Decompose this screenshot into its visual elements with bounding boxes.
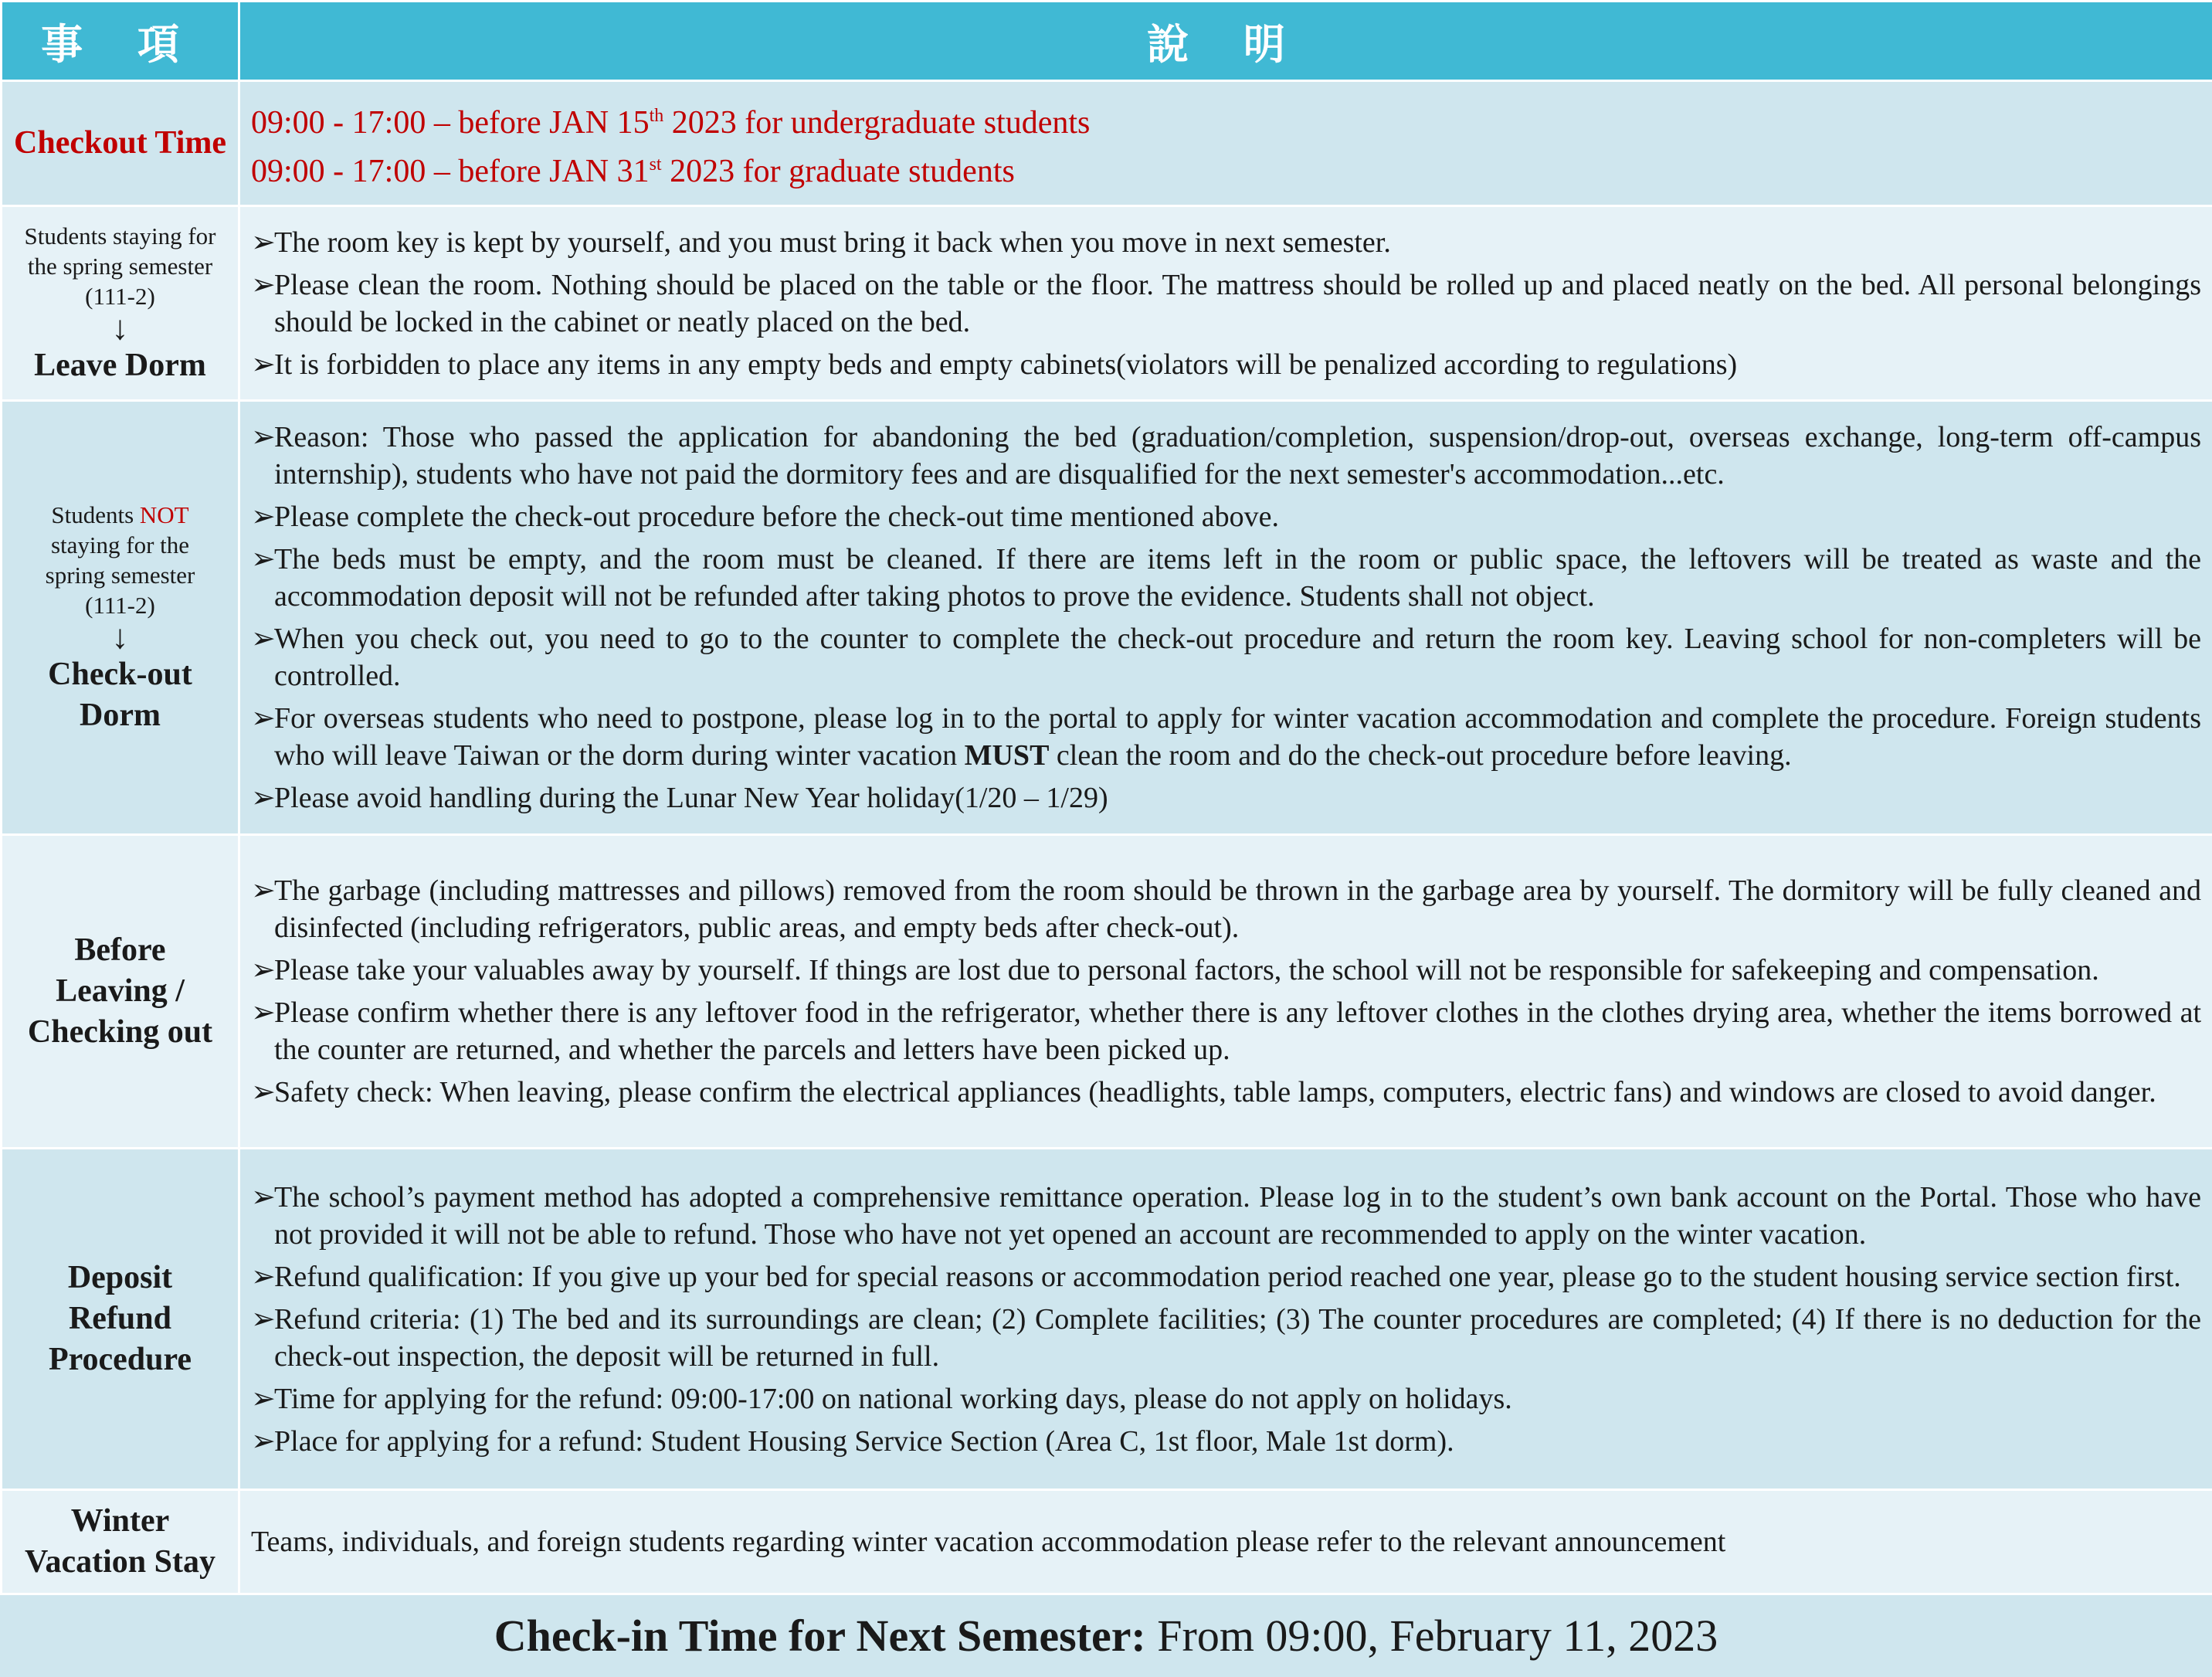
- bullet-arrow-icon: ➢: [251, 501, 276, 533]
- deposit-refund-content: [239, 1149, 2212, 1490]
- label-leave-dorm: [2, 206, 239, 401]
- label-winter-vacation: Winter Vacation Stay: [2, 1490, 239, 1594]
- leave-dorm-content: [239, 206, 2212, 401]
- row-before-leaving: [2, 835, 2212, 1149]
- bullet-arrow-icon: ➢: [251, 1424, 276, 1458]
- list-item: ➢ It is forbidden to place any items in any empty beds and empty cabinets(violators will be penalized according to regulations): [251, 346, 2201, 383]
- bullet-arrow-icon: ➢: [251, 1180, 276, 1214]
- checkin-time: From 09:00, February 11, 2023: [1145, 1611, 1718, 1661]
- list-item: ➢ Time for applying for the refund: 09:00-17:00 on national working days, please do not apply on holidays.: [251, 1380, 2201, 1417]
- list-item: ➢ Please clean the room. Nothing should be placed on the table or the floor. The mattress should be rolled up and placed neatly on the bed. All personal belongings should be locked in the cabinet or neatly placed on the bed.: [251, 266, 2201, 341]
- bullet-arrow-icon: ➢: [251, 702, 276, 735]
- label-before-leaving: Before Leaving / Checking out: [2, 835, 239, 1149]
- bullet-arrow-icon: ➢: [251, 348, 276, 381]
- checkout-line-undergraduate: 09:00 - 17:00 – before JAN 15th 2023 for undergraduate students: [251, 104, 1091, 141]
- list-item: ➢ The beds must be empty, and the room must be cleaned. If there are items left in the room or public space, the leftovers will be treated as waste and the accommodation deposit will not be refunded after taking photos to prove the evidence. Students shall not object.: [251, 541, 2201, 615]
- bullet-arrow-icon: ➢: [251, 782, 276, 814]
- checkout-dorm-content: [239, 401, 2212, 835]
- row-deposit-refund: [2, 1149, 2212, 1490]
- list-item: ➢ The school’s payment method has adopted a comprehensive remittance operation. Please log in to the student’s own bank account on the Portal. Those who have not provided it will not be able to refund. Those who have not yet opened an account are recommended to apply on the winter vacation.: [251, 1179, 2201, 1253]
- checkout-sub3: spring semester: [45, 561, 195, 589]
- checkout-sub1: Students NOT: [51, 501, 189, 528]
- row-leave-dorm: [2, 206, 2212, 401]
- checkout-dorm-title-1: Check-out: [48, 656, 192, 692]
- checkin-label: Check-in Time for Next Semester:: [494, 1611, 1146, 1661]
- list-item: ➢ Refund criteria: (1) The bed and its surroundings are clean; (2) Complete facilities; (3) The counter procedures are completed; (4) If there is no deduction for the check-out inspection, the deposit will be returned in full.: [251, 1301, 2201, 1375]
- bullet-arrow-icon: ➢: [251, 954, 276, 986]
- table-header-row: [2, 2, 2212, 81]
- row-checkout-dorm: [2, 401, 2212, 835]
- bullet-arrow-icon: ➢: [251, 1260, 276, 1293]
- bullet-arrow-icon: ➢: [251, 1302, 276, 1336]
- bullet-arrow-icon: ➢: [251, 996, 276, 1029]
- bullet-arrow-icon: ➢: [251, 1382, 276, 1415]
- list-item: ➢ Place for applying for a refund: Student Housing Service Section (Area C, 1st floor, Male 1st dorm).: [251, 1423, 2201, 1460]
- list-item: ➢ Please take your valuables away by yourself. If things are lost due to personal factors, the school will not be responsible for safekeeping and compensation.: [251, 952, 2201, 989]
- label-deposit-refund: Deposit Refund Procedure: [2, 1149, 239, 1490]
- list-item: ➢ Please complete the check-out procedure before the check-out time mentioned above.: [251, 498, 2201, 535]
- down-arrow-icon: ↓: [111, 617, 129, 656]
- bullet-arrow-icon: ➢: [251, 874, 276, 907]
- row-checkout-time: [2, 81, 2212, 206]
- leave-sub3: (111-2): [85, 282, 155, 310]
- down-arrow-icon: ↓: [111, 308, 129, 347]
- label-checkout-dorm: [2, 401, 239, 835]
- checkout-sub2: staying for the: [50, 531, 190, 558]
- leave-sub1: Students staying for: [24, 222, 216, 250]
- winter-vacation-content: Teams, individuals, and foreign students regarding winter vacation accommodation please refer to the relevant announcement: [239, 1490, 2212, 1594]
- label-checkout-time: Checkout Time: [2, 81, 239, 206]
- bullet-arrow-icon: ➢: [251, 226, 276, 259]
- bullet-arrow-icon: ➢: [251, 623, 276, 655]
- checkout-dorm-title-2: Dorm: [80, 697, 161, 733]
- before-leaving-content: [239, 835, 2212, 1149]
- next-semester-checkin-banner: [0, 1595, 2212, 1677]
- list-item: ➢ For overseas students who need to postpone, please log in to the portal to apply for winter vacation accommodation and complete the procedure. Foreign students who will leave Taiwan or the dorm during winter vacation MUST clean the room and do the check-out procedure before leaving.: [251, 700, 2201, 774]
- leave-sub2: the spring semester: [27, 252, 213, 280]
- bullet-arrow-icon: ➢: [251, 268, 276, 301]
- bullet-arrow-icon: ➢: [251, 1076, 276, 1108]
- list-item: ➢ Please avoid handling during the Lunar New Year holiday(1/20 – 1/29): [251, 779, 2201, 816]
- list-item: ➢ Safety check: When leaving, please confirm the electrical appliances (headlights, table lamps, computers, electric fans) and windows are closed to avoid danger.: [251, 1074, 2201, 1111]
- header-item: 事 項: [2, 2, 239, 81]
- row-winter-vacation: [2, 1490, 2212, 1594]
- checkout-line-graduate: 09:00 - 17:00 – before JAN 31st 2023 for graduate students: [251, 153, 1015, 189]
- list-item: ➢ The garbage (including mattresses and pillows) removed from the room should be thrown in the garbage area by yourself. The dormitory will be fully cleaned and disinfected (including refrigerators, public areas, and empty beds after check-out).: [251, 872, 2201, 946]
- checkout-time-content: [239, 81, 2212, 206]
- bullet-arrow-icon: ➢: [251, 543, 276, 575]
- list-item: ➢ Refund qualification: If you give up your bed for special reasons or accommodation period reached one year, please go to the student housing service section first.: [251, 1258, 2201, 1295]
- bullet-arrow-icon: ➢: [251, 421, 276, 453]
- checkout-sub4: (111-2): [85, 591, 155, 619]
- list-item: ➢ When you check out, you need to go to the counter to complete the check-out procedure and return the room key. Leaving school for non-completers will be controlled.: [251, 620, 2201, 694]
- list-item: ➢ The room key is kept by yourself, and you must bring it back when you move in next semester.: [251, 224, 2201, 261]
- list-item: ➢ Please confirm whether there is any leftover food in the refrigerator, whether there is any leftover clothes in the clothes drying area, whether the items borrowed at the counter are returned, and whether the parcels and letters have been picked up.: [251, 994, 2201, 1068]
- list-item: ➢ Reason: Those who passed the application for abandoning the bed (graduation/completion, suspension/drop-out, overseas exchange, long-term off-campus internship), students who have not paid the dormitory fees and are disqualified for the next semester's accommodation...etc.: [251, 419, 2201, 493]
- header-description: 說 明: [239, 2, 2212, 81]
- leave-dorm-title: Leave Dorm: [34, 347, 206, 383]
